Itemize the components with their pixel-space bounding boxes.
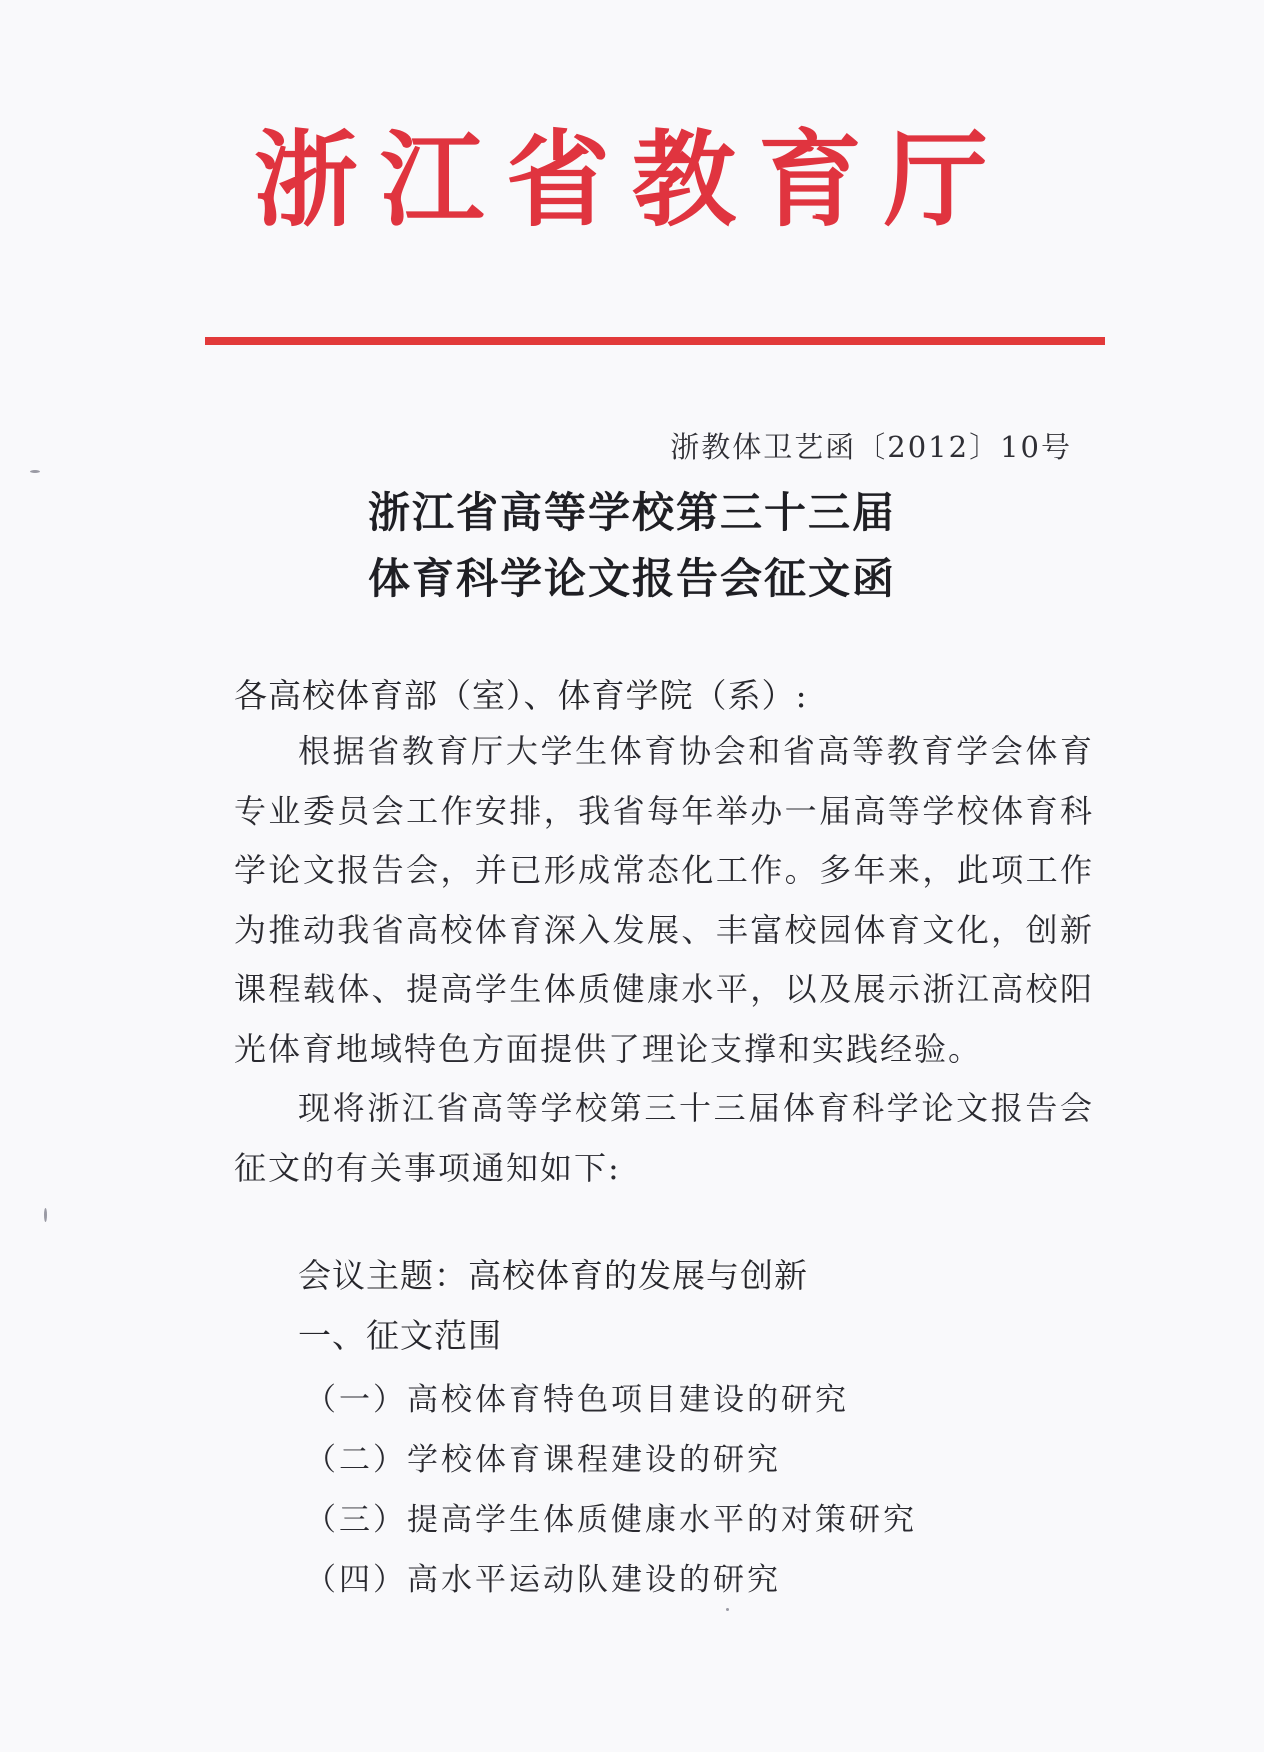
scope-item: （四）高水平运动队建设的研究 xyxy=(305,1562,781,1598)
meeting-theme: 会议主题：高校体育的发展与创新 xyxy=(298,1256,808,1295)
scan-speck xyxy=(726,1608,729,1611)
letterhead-title: 浙江省教育厅 xyxy=(253,118,1010,241)
document-title xyxy=(0,480,1264,612)
scope-item: （二）学校体育课程建设的研究 xyxy=(305,1442,781,1478)
scan-speck xyxy=(44,1208,47,1222)
scope-item: （三）提高学生体质健康水平的对策研究 xyxy=(305,1502,917,1538)
scope-list xyxy=(305,1370,917,1610)
scan-speck xyxy=(30,470,40,473)
document-number: 浙教体卫艺函〔2012〕10号 xyxy=(670,430,1072,464)
scope-item: （一）高校体育特色项目建设的研究 xyxy=(305,1382,849,1418)
salutation: 各高校体育部（室）、体育学院（系）: xyxy=(234,676,808,715)
paragraph-2: 现将浙江省高等学校第三十三届体育科学论文报告会征文的有关事项通知如下: xyxy=(234,1089,1094,1187)
body-text xyxy=(234,722,1094,1198)
letterhead-red-rule xyxy=(205,337,1105,345)
document-title-line-2: 体育科学论文报告会征文函 xyxy=(367,554,896,603)
paragraph-1: 根据省教育厅大学生体育协会和省高等教育学会体育专业委员会工作安排，我省每年举办一届高等学校体育科学论文报告会，并已形成常态化工作。多年来，此项工作为推动我省高校体育深入发展、丰富校园体育文化，创新课程载体、提高学生体质健康水平，以及展示浙江高校阳光体育地域特色方面提供了理论支撑和实践经验。 xyxy=(234,732,1094,1068)
document-title-line-1: 浙江省高等学校第三十三届 xyxy=(367,488,896,537)
section-heading-scope: 一、征文范围 xyxy=(298,1316,502,1355)
